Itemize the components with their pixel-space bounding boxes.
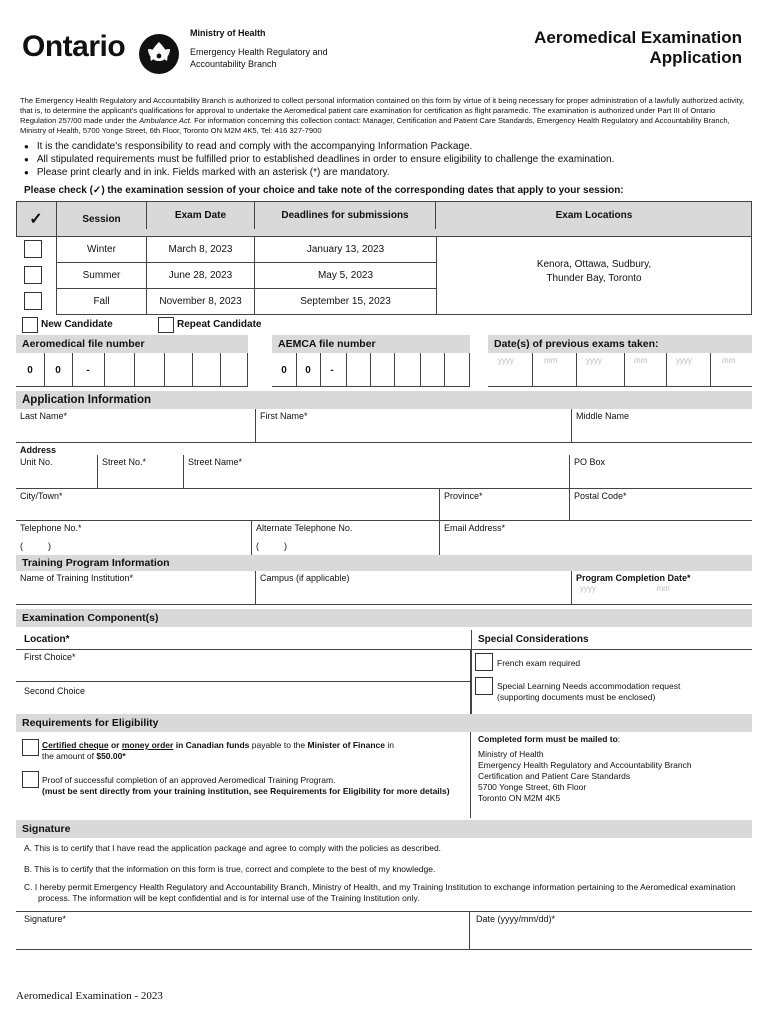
fall-checkbox[interactable] <box>24 292 42 310</box>
statement-a: A. This is to certify that I have read the application package and agree to comply with the policies as described. <box>24 843 442 853</box>
aemca-file-label: AEMCA file number <box>272 335 470 353</box>
digit-cell-divider <box>134 353 135 387</box>
prev-yyyy-2: yyyy <box>586 356 602 365</box>
new-candidate-label: New Candidate <box>41 319 113 330</box>
date-summer: June 28, 2023 <box>146 263 254 289</box>
alt-telephone-area-code: ( ) <box>256 541 287 551</box>
amount-text: the amount of <box>42 751 97 761</box>
summer-checkbox[interactable] <box>24 266 42 284</box>
first-name-field[interactable]: First Name* <box>256 409 572 443</box>
instructions-list <box>24 140 614 179</box>
money-order-text: money order <box>121 740 174 750</box>
signature-field[interactable]: Signature* <box>16 912 470 950</box>
address-label: Address <box>20 445 57 455</box>
first-choice-field[interactable]: First Choice* <box>16 650 472 682</box>
ministry-name: Ministry of Health <box>190 28 266 38</box>
digit-cell-divider <box>444 353 445 387</box>
deadline-fall: September 15, 2023 <box>254 289 436 315</box>
date-fall: November 8, 2023 <box>146 289 254 315</box>
digit-cell-divider <box>346 353 347 387</box>
digit-cell-divider <box>220 353 221 387</box>
locations-line-2: Thunder Bay, Toronto <box>546 272 642 284</box>
cheque-or: or <box>108 740 122 750</box>
date-winter: March 8, 2023 <box>146 237 254 263</box>
aero-file-label: Aeromedical file number <box>16 335 248 353</box>
mail-title: Completed form must be mailed to <box>478 734 618 744</box>
telephone-area-code: ( ) <box>20 541 51 551</box>
telephone-field[interactable] <box>16 521 252 555</box>
postal-code-field[interactable]: Postal Code* <box>570 489 752 521</box>
prev-mm-1: mm <box>544 356 558 365</box>
prev-dates-label: Date(s) of previous exams taken: <box>488 335 752 353</box>
proof-text: Proof of successful completion of an approved Aeromedical Training Program. <box>42 775 336 785</box>
last-name-field[interactable]: Last Name* <box>16 409 256 443</box>
mail-line: Emergency Health Regulatory and Accountability Branch <box>478 760 692 770</box>
ontario-logo-text: Ontario <box>22 30 126 63</box>
street-name-field[interactable]: Street Name* <box>184 455 570 489</box>
digit-cell-divider <box>44 353 45 387</box>
email-field[interactable]: Email Address* <box>444 523 506 533</box>
section-application-info: Application Information <box>16 391 752 409</box>
completion-yyyy: yyyy <box>580 584 596 593</box>
repeat-candidate-checkbox[interactable] <box>158 317 174 333</box>
instruction-item: ● All stipulated requirements must be fulfilled prior to established deadlines in order to ensure eligibility to challenge the examination. <box>24 153 614 166</box>
new-candidate-checkbox[interactable] <box>22 317 38 333</box>
digit-cell-divider <box>192 353 193 387</box>
intro-act: Ambulance Act. <box>139 116 192 125</box>
completion-date-field[interactable] <box>572 571 752 605</box>
alt-telephone-field[interactable] <box>252 521 440 555</box>
deadline-summer: May 5, 2023 <box>254 263 436 289</box>
branch-name: Emergency Health Regulatory and Accountability Branch <box>190 47 328 69</box>
title-line-1: Aeromedical Examination <box>534 28 742 47</box>
digit-cell-divider <box>624 353 625 387</box>
winter-checkbox[interactable] <box>24 240 42 258</box>
mail-line: Toronto ON M2M 4K5 <box>478 793 561 803</box>
title-line-2: Application <box>649 48 742 67</box>
intro-text-b: For information concerning this collection contact: Manager, Certification and Patient Care Standards, Emergency Health Regulatory and Accountability Branch, Ministry of Health, 5700 Yonge Street, 6th Floor, Toronto ON M2M 4K5, Tel: 416 327-7900 <box>20 116 730 135</box>
province-field[interactable]: Province* <box>440 489 570 521</box>
city-field[interactable]: City/Town* <box>16 489 440 521</box>
telephone-label: Telephone No.* <box>20 523 82 533</box>
aero-digit: 0 <box>55 364 61 376</box>
session-summer: Summer <box>56 263 146 289</box>
in-text: in <box>384 740 394 750</box>
learning-needs-label: Special Learning Needs accommodation request <box>497 681 681 691</box>
session-fall: Fall <box>56 289 146 315</box>
aero-digit: 0 <box>27 364 33 376</box>
instruction-item: ● Please print clearly and in ink. Fields marked with an asterisk (*) are mandatory. <box>24 166 614 179</box>
second-choice-field[interactable]: Second Choice <box>16 682 472 714</box>
completion-date-label: Program Completion Date* <box>576 573 691 583</box>
prev-yyyy-1: yyyy <box>498 356 514 365</box>
digit-cell-divider <box>320 353 321 387</box>
instruction-item: ● It is the candidate's responsibility to read and comply with the accompanying Information Package. <box>24 140 614 153</box>
middle-name-field[interactable]: Middle Name <box>572 409 752 443</box>
digit-cell-divider <box>296 353 297 387</box>
col-locations: Exam Locations <box>555 209 633 221</box>
alt-telephone-label: Alternate Telephone No. <box>256 523 353 533</box>
repeat-candidate-label: Repeat Candidate <box>177 319 262 330</box>
cheque-text: Certified cheque <box>42 740 109 750</box>
mailing-address-block <box>478 734 750 804</box>
digit-cell-divider <box>710 353 711 387</box>
prev-yyyy-3: yyyy <box>676 356 692 365</box>
digit-cell-divider <box>666 353 667 387</box>
statement-b: B. This is to certify that the information on this form is true, correct and complete to the best of my knowledge. <box>24 864 436 874</box>
proof-checkbox[interactable] <box>22 771 39 788</box>
minister-of-finance: Minister of Finance <box>307 740 385 750</box>
prev-dates-input[interactable] <box>488 353 752 387</box>
learning-needs-checkbox[interactable] <box>475 677 493 695</box>
french-exam-checkbox[interactable] <box>475 653 493 671</box>
document-title <box>482 28 742 68</box>
campus-field[interactable]: Campus (if applicable) <box>256 571 572 605</box>
locations-line-1: Kenora, Ottawa, Sudbury, <box>536 258 652 270</box>
aemca-digit: 0 <box>305 364 311 376</box>
po-box-field[interactable]: PO Box <box>570 455 752 489</box>
section-signature: Signature <box>16 820 752 838</box>
col-exam-date: Exam Date <box>146 201 254 229</box>
digit-cell-divider <box>104 353 105 387</box>
street-no-field[interactable]: Street No.* <box>98 455 184 489</box>
session-winter: Winter <box>56 237 146 263</box>
mail-line: Certification and Patient Care Standards <box>478 771 631 781</box>
special-considerations-label: Special Considerations <box>472 630 752 650</box>
fee-amount: $50.00* <box>96 751 126 761</box>
intro-paragraph <box>20 96 750 136</box>
requirements-divider <box>470 732 471 818</box>
intro-text-a: The Emergency Health Regulatory and Accountability Branch is authorized to collect personal information contained on this form by virtue of it being necessary for proper administration of a lawfully authorized activity, that is, to determine the applicant's qualifications for approval to undertake the Aeromedical patient care examination for certification as flight paramedic. The examination is authorized under Part III of Ontario Regulation 257/00 made under the <box>20 96 745 125</box>
section-training: Training Program Information <box>16 555 752 571</box>
deadline-winter: January 13, 2023 <box>254 237 436 263</box>
signature-date-field[interactable]: Date (yyyy/mm/dd)* <box>470 912 752 950</box>
french-exam-label: French exam required <box>497 658 581 668</box>
footer-text: Aeromedical Examination - 2023 <box>16 990 163 1002</box>
aemca-dash: - <box>330 364 334 376</box>
prev-mm-3: mm <box>722 356 736 365</box>
components-divider <box>470 650 471 714</box>
proof-requirement <box>42 775 466 797</box>
aero-dash: - <box>86 364 90 376</box>
institution-field[interactable]: Name of Training Institution* <box>16 571 256 605</box>
digit-cell-divider <box>164 353 165 387</box>
trillium-icon <box>139 34 179 74</box>
col-deadline: Deadlines for submissions <box>254 201 436 229</box>
cheque-checkbox[interactable] <box>22 739 39 756</box>
digit-cell-divider <box>370 353 371 387</box>
payable-text: payable to the <box>249 740 308 750</box>
mail-line: 5700 Yonge Street, 6th Floor <box>478 782 587 792</box>
digit-cell-divider <box>576 353 577 387</box>
section-requirements: Requirements for Eligibility <box>16 714 752 732</box>
col-session: Session <box>56 201 146 237</box>
session-instruction: Please check (✓) the examination session of your choice and take note of the corresponding dates that apply to your session: <box>24 185 624 196</box>
statement-c: C. I hereby permit Emergency Health Regulatory and Accountability Branch, Ministry of Health, and my Training Institution to exchange information pertaining to the Aeromedical examination process. The information will be kept confidential and is for internal use of the Training Institution only. <box>24 882 736 903</box>
prev-mm-2: mm <box>634 356 648 365</box>
proof-note: (must be sent directly from your training institution, see Requirements for Eligibility for more details) <box>42 786 450 796</box>
aemca-digit: 0 <box>281 364 287 376</box>
mail-line: Ministry of Health <box>478 749 544 759</box>
canadian-funds: in Canadian funds <box>173 740 250 750</box>
digit-cell-divider <box>532 353 533 387</box>
location-label: Location* <box>16 630 472 650</box>
learning-needs-note: (supporting documents must be enclosed) <box>497 692 656 702</box>
check-mark-header: ✓ <box>29 211 43 228</box>
digit-cell-divider <box>394 353 395 387</box>
unit-no-field[interactable]: Unit No. <box>16 455 98 489</box>
digit-cell-divider <box>420 353 421 387</box>
completion-mm: mm <box>656 584 670 593</box>
digit-cell-divider <box>72 353 73 387</box>
cheque-requirement <box>42 740 466 762</box>
mail-colon: : <box>617 734 621 744</box>
section-components: Examination Component(s) <box>16 609 752 627</box>
